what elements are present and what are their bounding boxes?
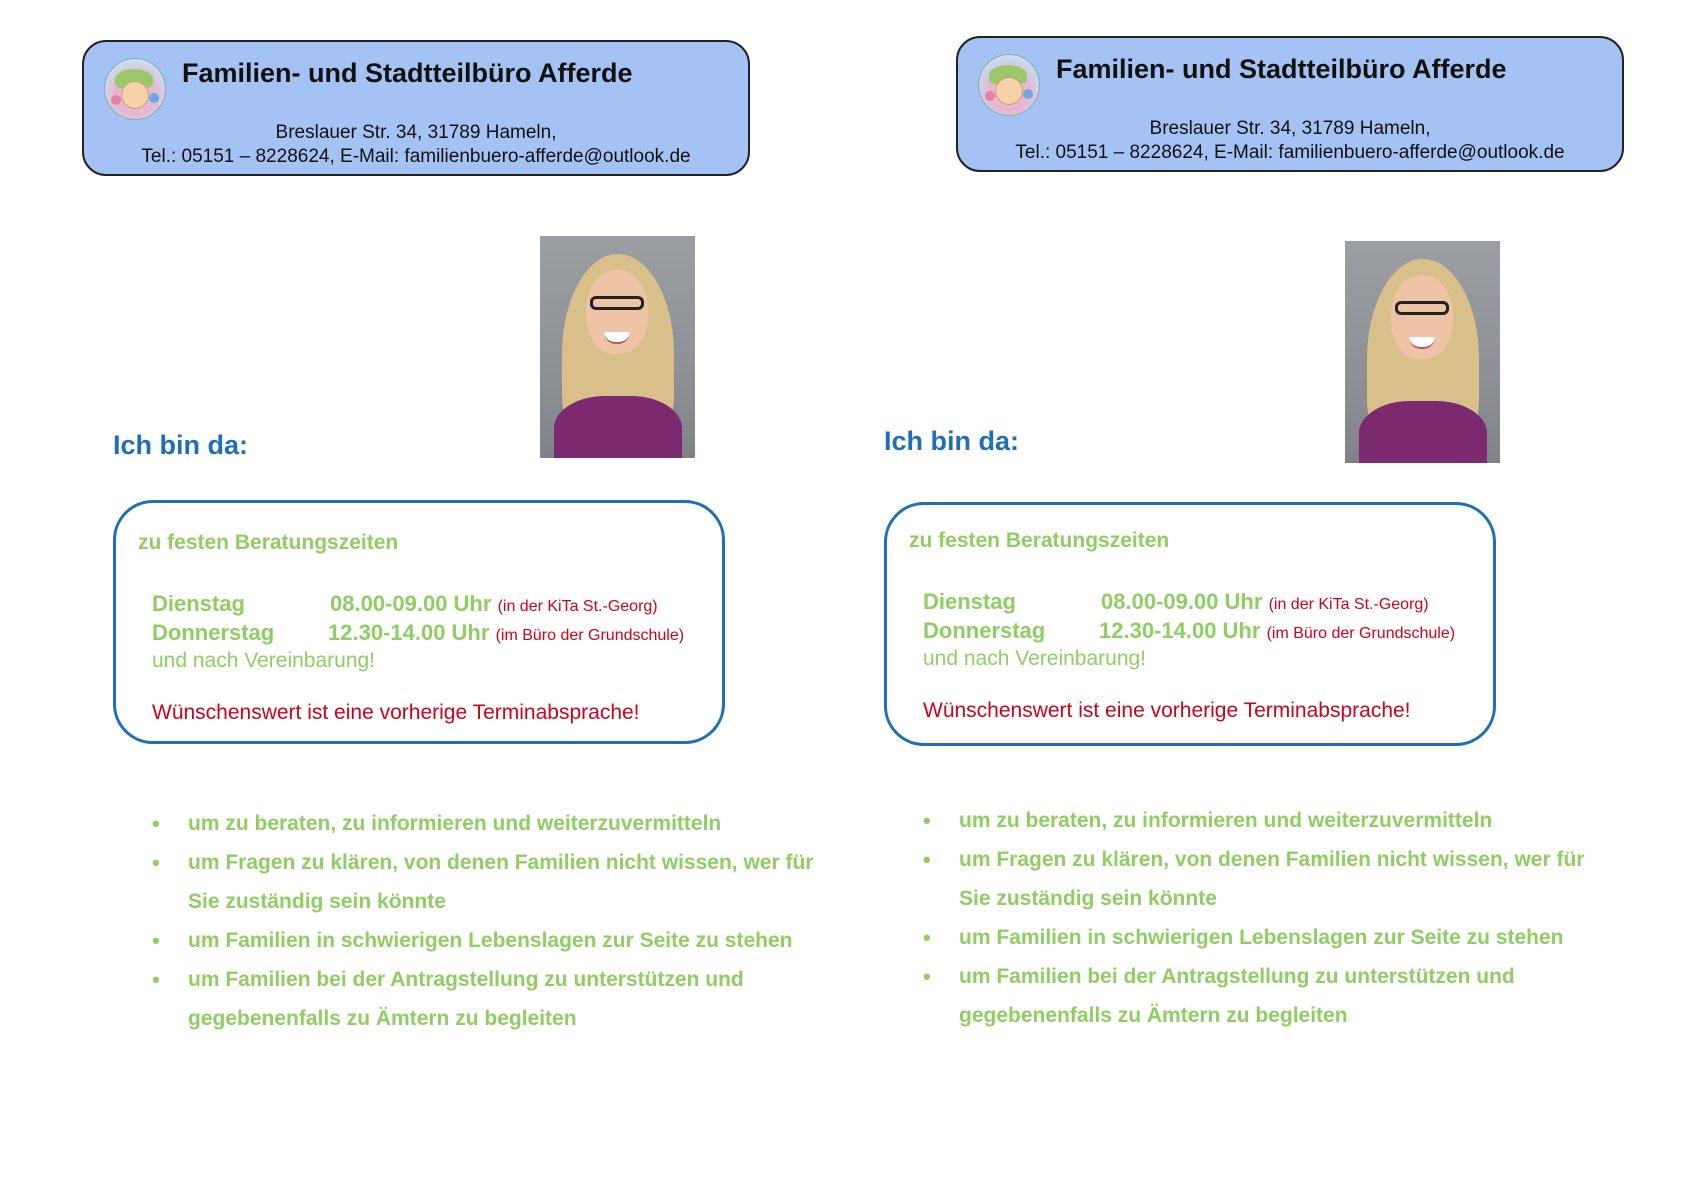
header-box <box>956 36 1624 172</box>
office-address: Breslauer Str. 34, 31789 Hameln, <box>275 122 557 143</box>
kindergarten-logo-icon <box>978 54 1040 116</box>
office-title: Familien- und Stadtteilbüro Afferde <box>1056 54 1507 84</box>
consultation-location: (im Büro der Grundschule) <box>495 627 685 644</box>
flyer-right <box>842 0 1684 1191</box>
header-box <box>82 40 750 176</box>
list-item: • um Familien in schwierigen Lebenslagen zur Seite zu stehen <box>152 928 793 953</box>
consultation-box <box>884 502 1496 746</box>
service-list <box>148 804 828 1038</box>
consultation-title: zu festen Beratungszeiten <box>138 531 399 554</box>
list-item: • um Fragen zu klären, von denen Familien nicht wissen, wer für Sie zuständig sein könnte <box>152 850 814 913</box>
list-item: • um Familien bei der Antragstellung zu unterstützen und gegebenenfalls zu Ämtern zu begleiten <box>152 967 744 1030</box>
consultation-time: 08.00-09.00 Uhr <box>330 591 492 616</box>
portrait-photo <box>540 236 695 458</box>
consultation-agreement: und nach Vereinbarung! <box>923 647 1147 670</box>
consultation-day: Dienstag <box>152 591 245 616</box>
consultation-time: 12.30-14.00 Uhr <box>328 620 490 645</box>
consultation-agreement: und nach Vereinbarung! <box>152 649 376 672</box>
consultation-time: 12.30-14.00 Uhr <box>1099 618 1261 643</box>
heading-ich-bin-da: Ich bin da: <box>884 426 1019 456</box>
list-item: • um zu beraten, zu informieren und weiterzuvermitteln <box>152 811 722 836</box>
office-address: Breslauer Str. 34, 31789 Hameln, <box>1149 118 1431 139</box>
office-contact: Tel.: 05151 – 8228624, E-Mail: familienbuero-afferde@outlook.de <box>141 146 691 167</box>
consultation-location: (in der KiTa St.-Georg) <box>497 598 658 615</box>
appointment-note: Wünschenswert ist eine vorherige Terminabsprache! <box>152 701 640 724</box>
consultation-day: Donnerstag <box>152 620 275 645</box>
consultation-location: (im Büro der Grundschule) <box>1266 625 1456 642</box>
list-item: • um Familien bei der Antragstellung zu unterstützen und gegebenenfalls zu Ämtern zu begleiten <box>923 964 1515 1027</box>
consultation-time: 08.00-09.00 Uhr <box>1101 589 1263 614</box>
kindergarten-logo-icon <box>104 58 166 120</box>
list-item: • um zu beraten, zu informieren und weiterzuvermitteln <box>923 808 1493 833</box>
service-list <box>919 801 1599 1035</box>
office-title: Familien- und Stadtteilbüro Afferde <box>182 58 633 88</box>
consultation-box <box>113 500 725 744</box>
consultation-day: Dienstag <box>923 589 1016 614</box>
list-item: • um Familien in schwierigen Lebenslagen zur Seite zu stehen <box>923 925 1564 950</box>
appointment-note: Wünschenswert ist eine vorherige Terminabsprache! <box>923 699 1411 722</box>
portrait-photo <box>1345 241 1500 463</box>
consultation-day: Donnerstag <box>923 618 1046 643</box>
heading-ich-bin-da: Ich bin da: <box>113 430 248 460</box>
office-contact: Tel.: 05151 – 8228624, E-Mail: familienbuero-afferde@outlook.de <box>1015 142 1565 163</box>
consultation-title: zu festen Beratungszeiten <box>909 529 1170 552</box>
consultation-location: (in der KiTa St.-Georg) <box>1268 596 1429 613</box>
list-item: • um Fragen zu klären, von denen Familien nicht wissen, wer für Sie zuständig sein könnte <box>923 847 1585 910</box>
